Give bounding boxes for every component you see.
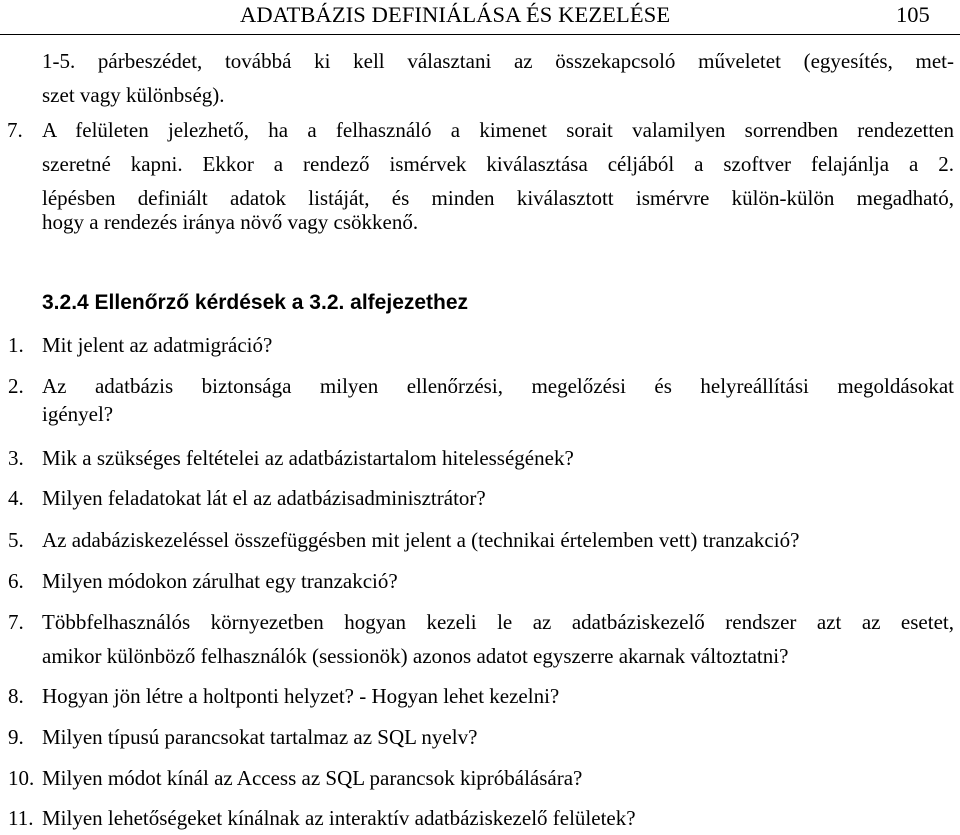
question-text: Milyen feladatokat lát el az adatbázisadminisztrátor? bbox=[42, 486, 486, 510]
question-text: Mit jelent az adatmigráció? bbox=[42, 333, 273, 357]
intro-paragraph-line: szet vagy különbség). bbox=[42, 83, 225, 107]
question-number: 5. bbox=[8, 528, 24, 552]
question-text: Az adatbázis biztonsága milyen ellenőrzési, megelőzési és helyreállítási megoldásokat bbox=[42, 374, 954, 398]
question-number: 1. bbox=[8, 333, 24, 357]
question-number: 8. bbox=[8, 684, 24, 708]
section-heading: 3.2.4 Ellenőrző kérdések a 3.2. alfejezethez bbox=[42, 291, 469, 314]
question-text: Hogyan jön létre a holtponti helyzet? - Hogyan lehet kezelni? bbox=[42, 684, 560, 708]
intro-paragraph-line: szeretné kapni. Ekkor a rendező ismérvek kiválasztása céljából a szoftver felajánlja a 2. bbox=[42, 152, 954, 176]
question-text: Milyen módokon zárulhat egy tranzakció? bbox=[42, 569, 398, 593]
intro-paragraph-line: A felületen jelezhető, ha a felhasználó a kimenet sorait valamilyen sorrendben rendezetten bbox=[42, 118, 954, 142]
question-number: 10. bbox=[8, 766, 35, 790]
question-text: Milyen típusú parancsokat tartalmaz az SQL nyelv? bbox=[42, 725, 478, 749]
intro-paragraph-line: 1-5. párbeszédet, továbbá ki kell választani az összekapcsoló műveletet (egyesítés, met- bbox=[42, 49, 954, 73]
question-number: 6. bbox=[8, 569, 24, 593]
intro-paragraph-line: lépésben definiált adatok listáját, és minden kiválasztott ismérvre külön-külön megadható, bbox=[42, 186, 954, 210]
question-text: Mik a szükséges feltételei az adatbázistartalom hitelességének? bbox=[42, 446, 574, 470]
question-text: Többfelhasználós környezetben hogyan kezeli le az adatbáziskezelő rendszer azt az esetet, bbox=[42, 610, 954, 634]
question-number: 9. bbox=[8, 725, 24, 749]
question-text: igényel? bbox=[42, 402, 114, 426]
question-text: Milyen lehetőségeket kínálnak az interaktív adatbáziskezelő felületek? bbox=[42, 806, 636, 830]
question-text: Milyen módot kínál az Access az SQL parancsok kipróbálására? bbox=[42, 766, 583, 790]
question-text: Az adabáziskezeléssel összefüggésben mit jelent a (technikai értelemben vett) tranzakció? bbox=[42, 528, 800, 552]
question-number: 3. bbox=[8, 446, 24, 470]
question-text: amikor különböző felhasználók (sessionök) azonos adatot egyszerre akarnak változtatni? bbox=[42, 644, 789, 668]
intro-paragraph-line: hogy a rendezés iránya növő vagy csökkenő. bbox=[42, 210, 419, 234]
running-header bbox=[0, 0, 960, 35]
question-number: 4. bbox=[8, 486, 24, 510]
list-item-number: 7. bbox=[7, 118, 23, 142]
question-number: 7. bbox=[8, 610, 24, 634]
question-number: 11. bbox=[8, 806, 34, 830]
question-number: 2. bbox=[8, 374, 24, 398]
header-title: ADATBÁZIS DEFINIÁLÁSA ÉS KEZELÉSE bbox=[240, 2, 671, 27]
page-number: 105 bbox=[896, 2, 930, 27]
